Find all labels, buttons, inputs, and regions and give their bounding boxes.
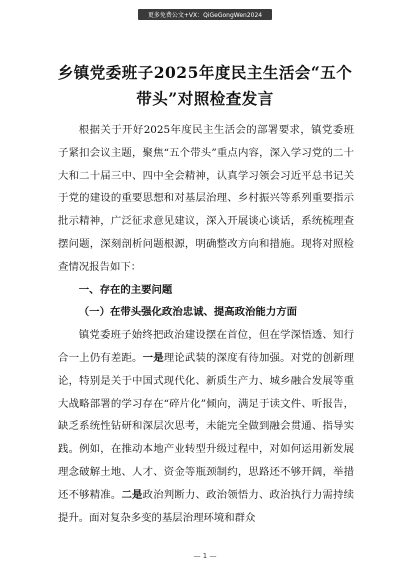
intro-paragraph: 根据关于开好2025年度民主生活会的部署要求，镇党委班子紧扣会议主题，聚焦“五个带头”重点内容，深入学习党的二十大和二十届三中、四中全会精神，认真学习领会习近平总书记关于党的建设的重要思想和对基层治理、乡村振兴等系列重要指示批示精神，广泛征求意见建议，深入开展谈心谈话，系统梳理查摆问题，深刻剖析问题根源，明确整改方向和措施。现将对照检查情况报告如下： [58, 124, 354, 273]
point-two-label: 二是 [121, 488, 143, 501]
banner-label: 更多免费公文+VX：QiGeGongWen2024 [138, 9, 272, 20]
page-number: — 1 — [193, 552, 217, 560]
document-body [58, 119, 354, 529]
subsection-heading: （一）在带头强化政治忠诚、提高政治能力方面 [78, 306, 297, 319]
paragraph-lead: 镇党委班子始终把政治建设摆在首位，但在学深悟透、知行合一上仍有差距。 [58, 329, 354, 364]
point-one-text: 理论武装的深度有待加强。对党的创新理论，特别是关于中国式现代化、新质生产力、城乡融合发展等重大战略部署的学习存在“碎片化”倾向，满足于读文件、听报告，缺乏系统性钻研和深层次思考，未能完全做到融会贯通、指导实践。例如，在推动本地产业转型升级过程中，对如何运用新发展理念破解土地、人才、资金等瓶颈制约，思路还不够开阔，举措还不够精准。 [58, 351, 354, 501]
point-two-text: 政治判断力、政治领悟力、政治执行力需持续提升。面对复杂多变的基层治理环境和群众 [58, 488, 354, 524]
point-one-label: 一是 [142, 351, 164, 364]
page-title: 乡镇党委班子2025年度民主生活会“五个带头”对照检查发言 [57, 63, 353, 108]
body-paragraph [58, 324, 354, 529]
section-heading: 一、存在的主要问题 [78, 283, 173, 296]
top-banner [0, 2, 410, 26]
